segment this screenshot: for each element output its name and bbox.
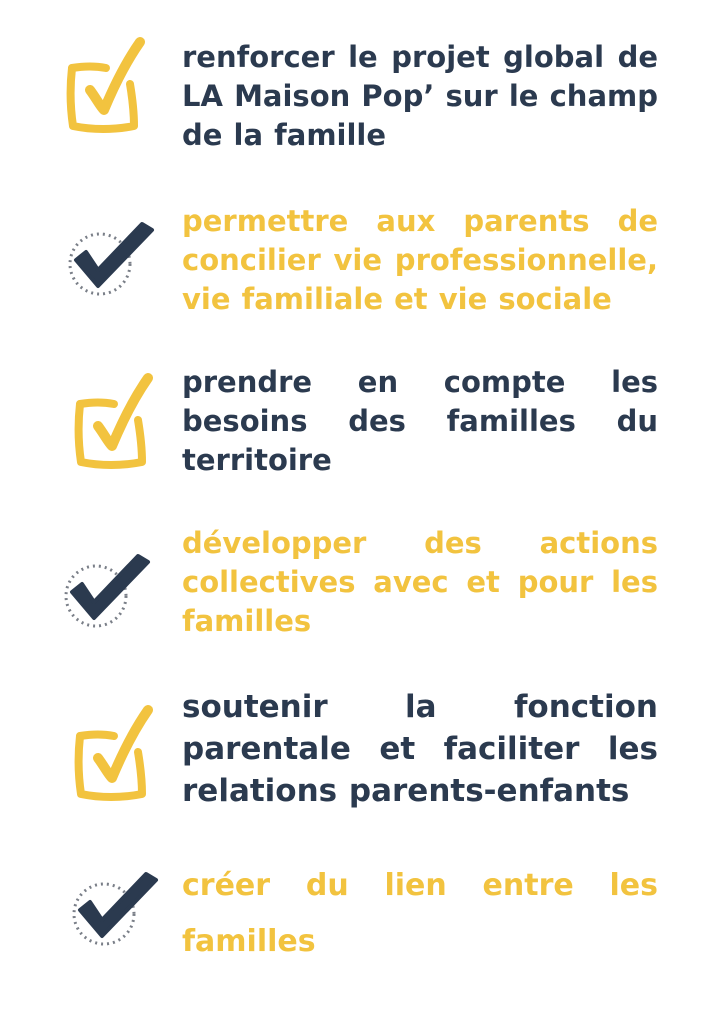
yellow-box-check-icon: [72, 702, 158, 802]
list-item-text: développer des actions collectives avec et pour les familles: [182, 526, 658, 638]
list-item-text: renforcer le projet global de LA Maison Pop’ sur le champ de la famille: [182, 40, 658, 152]
list-item-text: prendre en compte les besoins des familles du territoire: [182, 365, 658, 477]
list-item-text: soutenir la fonction parentale et faciliter les relations parents-enfants: [182, 689, 658, 809]
navy-check-dotted-circle-icon: [58, 548, 154, 632]
yellow-box-check-icon: [64, 34, 150, 134]
list-item-text: créer du lien entre les familles: [182, 868, 658, 959]
list-item-text: permettre aux parents de concilier vie professionnelle, vie familiale et vie sociale: [182, 204, 658, 316]
yellow-box-check-icon: [72, 370, 158, 470]
navy-check-dotted-circle-icon: [66, 866, 162, 950]
navy-check-dotted-circle-icon: [62, 216, 158, 300]
